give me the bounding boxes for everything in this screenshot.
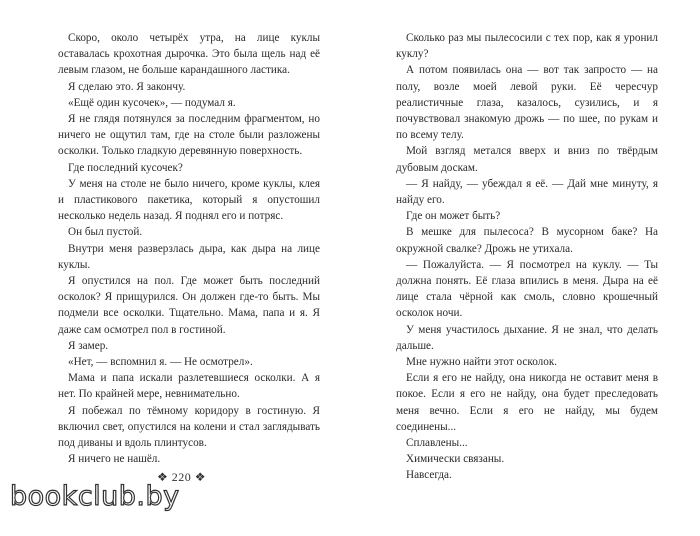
paragraph: Я опустился на пол. Где может быть последний осколок? Я прищурился. Он должен где-то быть. Мы подмели все осколки. Тщательно. Мама, папа и я. Я даже сам осмотрел пол в гостиной. [58, 275, 320, 336]
paragraph: — Я найду, — убеждал я её. — Дай мне минуту, я найду его. [396, 177, 658, 207]
paragraph: Сколько раз мы пылесосили с тех пор, как я уронил куклу? [396, 32, 658, 61]
paragraph: Я сделаю это. Я закончу. [68, 80, 186, 93]
paragraph: Навсегда. [406, 469, 452, 482]
paragraph: «Нет, — вспомнил я. — Не осмотрел». [68, 356, 253, 369]
left-page [58, 30, 320, 467]
paragraph: Если я его не найду, она никогда не оставит меня в покое. Если я его не найду, она будет преследовать меня вечно. Если я его не найду, мы будем соединены... [396, 372, 658, 433]
paragraph: Мой взгляд метался вверх и вниз по твёрдым дубовым доскам. [396, 145, 658, 174]
paragraph: У меня участилось дыхание. Я не знал, что делать дальше. [396, 323, 658, 352]
right-page-text [396, 30, 658, 484]
paragraph: Скоро, около четырёх утра, на лице куклы оставалась крохотная дырочка. Это была щель над её левым глазом, не больше карандашного ластика. [58, 32, 320, 77]
paragraph: У меня на столе не было ничего, кроме куклы, клея и пластикового пакетика, который я опустошил несколько недель назад. Я поднял его и потряс. [58, 177, 320, 223]
paragraph: А потом появилась она — вот так запросто — на полу, возле моей левой руки. Её чересчур реалистичные глаза, казалось, сузились, и я почувствовал знакомую дрожь — по шее, по рукам и по всему телу. [396, 64, 658, 142]
paragraph: Я замер. [68, 339, 109, 352]
right-page [396, 30, 658, 484]
paragraph: Мама и папа искали разлетевшиеся осколки. А я нет. По крайней мере, невнимательно. [58, 372, 320, 401]
paragraph: Мне нужно найти этот осколок. [406, 356, 558, 369]
paragraph: Я побежал по тёмному коридору в гостиную. Я включил свет, опустился на колени и стал заглядывать под диваны и вдоль плинтусов. [58, 404, 320, 450]
paragraph: Я не глядя потянулся за последним фрагментом, но ничего не ощутил там, где на столе были разложены осколки. Только гладкую деревянную поверхность. [58, 113, 320, 158]
paragraph: В мешке для пылесоса? В мусорном баке? На окружной свалке? Дрожь не утихала. [396, 226, 658, 255]
watermark: bookclub.by [10, 481, 180, 512]
paragraph: «Ещё один кусочек», — подумал я. [68, 96, 236, 109]
paragraph: Внутри меня разверзлась дыра, как дыра на лице куклы. [58, 242, 320, 271]
paragraph: Где последний кусочек? [68, 161, 183, 174]
paragraph: Химически связаны. [406, 453, 505, 466]
paragraph: Я ничего не нашёл. [68, 453, 161, 466]
left-page-text [58, 30, 320, 467]
paragraph: Сплавлены... [406, 437, 468, 450]
paragraph: — Пожалуйста. — Я посмотрел на куклу. — Ты должна понять. Её глаза впились в меня. Дыра на её лице стала чёрной как смоль, словно крошечный осколок ночи. [396, 258, 658, 320]
paragraph: Он был пустой. [68, 226, 143, 239]
paragraph: Где он может быть? [406, 210, 501, 223]
page-number: ❖ 220 ❖ [157, 470, 207, 484]
